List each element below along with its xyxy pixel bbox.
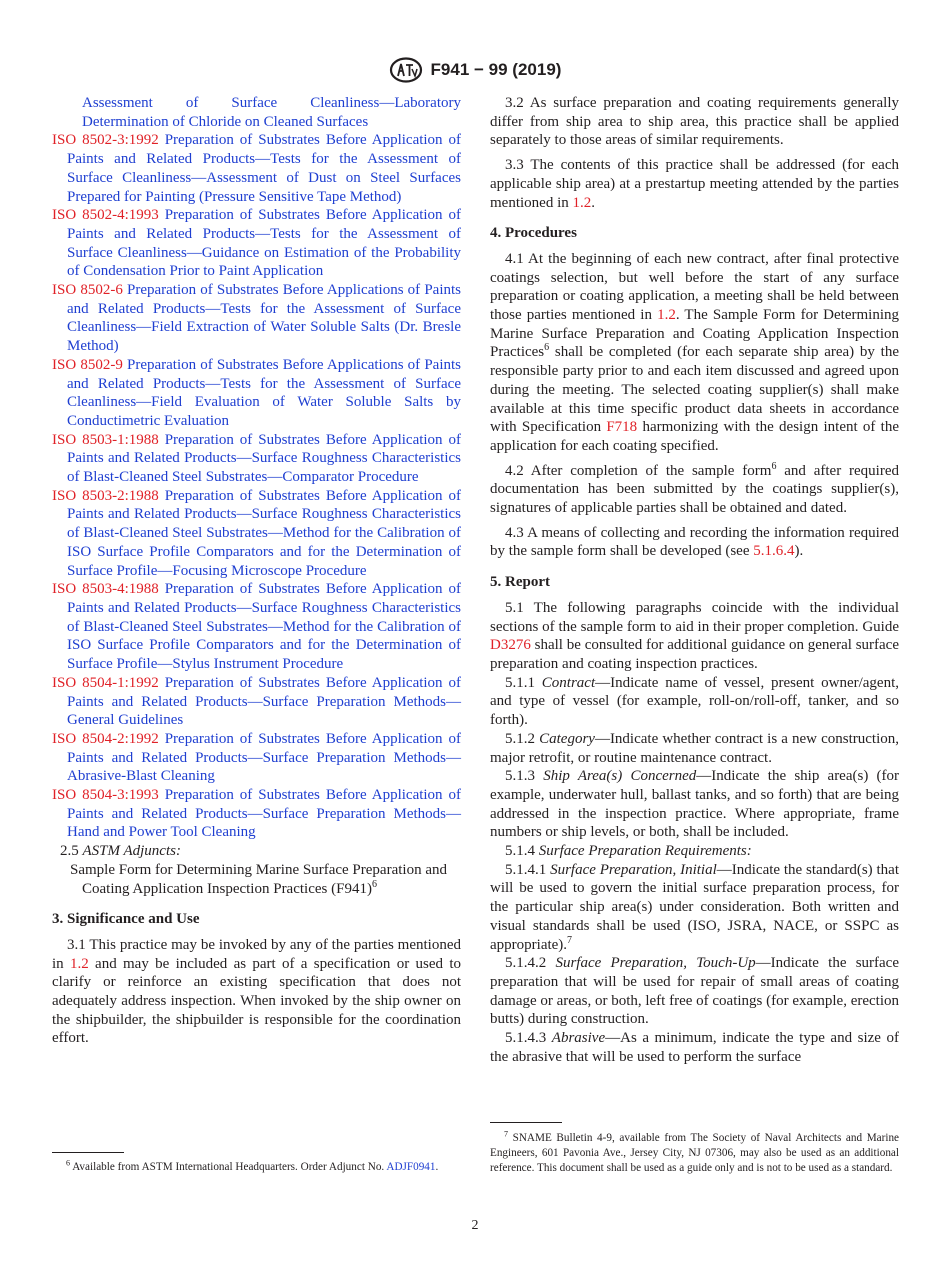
paragraph-text: 5.1 The following paragraphs coincide with the individual sections of the sample form to aid in their proper completion. Guide (490, 599, 899, 635)
paragraph-text: 4.3 A means of collecting and recording the information required by the sample form shall be developed (see (490, 524, 899, 560)
reference-code[interactable]: ISO 8504-3:1993 (52, 787, 159, 804)
section-link[interactable]: 1.2 (572, 194, 592, 211)
reference-code[interactable]: ISO 8502-4:1993 (52, 207, 159, 224)
footnote-ref: 7 (567, 934, 573, 946)
paragraph-text: shall be consulted for additional guidance on general surface preparation and coating inspection practices. (490, 637, 899, 672)
footnote-rule-right (490, 1122, 562, 1123)
paragraph-text: —Indicate the ship area(s) (for example, underwater hull, ballast tanks, and so forth) that are being addressed in the inspection practice. Where appropriate, frame numbers or ship levels, or both, shall be included. (490, 768, 900, 841)
standard-link[interactable]: F718 (606, 419, 638, 436)
standard-designation: F941 − 99 (2019) (430, 60, 562, 79)
footnote-mark: 7 (504, 1129, 508, 1139)
paragraph-term: Surface Preparation, Initial (550, 861, 717, 878)
reference-title[interactable]: Preparation of Substrates Before Application of Paints and Related Products—Surface Preparation Methods—Abrasive-Blast Cleaning (67, 730, 461, 785)
paragraph-5-1-4-3 (490, 1029, 899, 1066)
reference-code[interactable]: ISO 8502-6 (52, 282, 123, 299)
section-title: ASTM Adjuncts: (82, 843, 181, 860)
reference-code[interactable]: ISO 8503-4:1988 (52, 581, 159, 598)
section-2-5 (52, 842, 461, 861)
footnote-mark: 6 (66, 1158, 70, 1168)
paragraph-text: 4.2 After completion of the sample form (505, 462, 772, 479)
reference-code[interactable]: ISO 8504-1:1992 (52, 674, 159, 691)
reference-code[interactable]: ISO 8503-2:1988 (52, 487, 159, 504)
paragraph-number: 5.1.4 (505, 843, 539, 860)
page-header (0, 57, 950, 83)
reference-continuation: Assessment of Surface Cleanliness—Laboratory Determination of Chloride on Cleaned Surfaces (82, 95, 461, 130)
footnote-7 (490, 1131, 899, 1176)
page-number: 2 (471, 1218, 479, 1233)
paragraph-text: 3.3 The contents of this practice shall be addressed (for each applicable ship area) at a prestartup meeting attended by the parties mentioned in (490, 157, 899, 211)
paragraph-number: 5.1.2 (505, 730, 540, 747)
paragraph-text: and after required documentation has been submitted by the coatings supplier(s), signatures of applicable parties shall be obtained and dated. (490, 462, 899, 517)
paragraph-4-3 (490, 524, 899, 561)
paragraph-5-1-4-2 (490, 954, 899, 1029)
reference-item (52, 281, 461, 356)
paragraph-5-1-4-1 (490, 861, 899, 955)
paragraph-5-1-3 (490, 767, 899, 842)
reference-item (52, 580, 461, 674)
adjunct-entry (52, 861, 461, 898)
footnote-text: SNAME Bulletin 4-9, available from The Society of Naval Architects and Marine Engineers, 601 Pavonia Ave., Jersey City, NJ 07306, may also be used as an additional reference. This document shall be used as a guide only and is not to be used as a standard. (490, 1132, 900, 1174)
section-link[interactable]: 1.2 (69, 955, 89, 972)
paragraph-text: —Indicate whether contract is a new construction, major retrofit, or routine maintenance contract. (490, 730, 899, 766)
reference-title[interactable]: Preparation of Substrates Before Application of Paints and Related Products—Surface Roughness Characteristics of Blast-Cleaned Steel Substrates—Method for the Calibration of ISO Surface Profile Comparators and for the Determination of Surface Profile—Stylus Instrument Procedure (67, 581, 461, 673)
paragraph-text: . The Sample Form for Determining Marine Surface Preparation and Coating Application Inspection Practices (490, 307, 899, 361)
paragraph-term: Surface Preparation Requirements: (538, 843, 752, 860)
reference-item (52, 730, 461, 786)
paragraph-term: Surface Preparation, Touch-Up (555, 955, 756, 972)
footnote-6 (52, 1160, 461, 1175)
reference-title[interactable]: Preparation of Substrates Before Applications of Paints and Related Products—Tests for the Assessment of Surface Cleanliness—Field Evaluation of Water Soluble Salts by Conductimetric Evaluation (67, 356, 462, 429)
adjunct-link[interactable]: ADJF0941 (386, 1161, 436, 1173)
paragraph-text: shall be completed (for each separate ship area) by the responsible party prior to and each item discussed and agreed upon during the meeting. The selected coating supplier(s) shall make available at this time specific product data sheets in accordance with Specification (490, 344, 899, 436)
paragraph-number: 5.1.4.2 (505, 955, 556, 972)
paragraph-4-2 (490, 462, 899, 518)
paragraph-5-1 (490, 599, 899, 674)
reference-item (52, 674, 461, 730)
paragraph-3-1 (52, 936, 461, 1048)
reference-item (52, 487, 461, 581)
paragraph-4-1 (490, 250, 899, 456)
reference-item (52, 206, 461, 281)
reference-title[interactable]: Preparation of Substrates Before Application of Paints and Related Products—Surface Preparation Methods—Hand and Power Tool Cleaning (67, 787, 461, 841)
reference-title[interactable]: Preparation of Substrates Before Applications of Paints and Related Products—Tests for the Assessment of Surface Cleanliness—Field Extraction of Water Soluble Salts (Dr. Bresle Method) (67, 282, 462, 355)
paragraph-text: —Indicate name of vessel, present owner/agent, and type of vessel (for example, roll-on/roll-off, tanker, and so forth). (490, 674, 900, 729)
reference-title[interactable]: Preparation of Substrates Before Application of Paints and Related Products—Tests for the Assessment of Surface Cleanliness—Assessment of Dust on Steel Surfaces Prepared for Painting (Pressure Sensitive Tape Method) (67, 132, 461, 205)
astm-logo-icon (389, 57, 423, 83)
section-4-heading: 4. Procedures (490, 225, 577, 242)
reference-title[interactable]: Preparation of Substrates Before Application of Paints and Related Products—Surface Preparation Methods—General Guidelines (67, 674, 461, 729)
paragraph-3-2: 3.2 As surface preparation and coating requirements generally differ from ship area to ship area, this practice shall be applied separately to those areas of similar requirements. (490, 95, 899, 149)
paragraph-term: Contract (541, 674, 596, 691)
paragraph-number: 5.1.4.1 (505, 861, 551, 878)
section-5-heading: 5. Report (490, 574, 550, 591)
reference-item (52, 431, 461, 487)
reference-title[interactable]: Preparation of Substrates Before Application of Paints and Related Products—Surface Roughness Characteristics of Blast-Cleaned Steel Substrates—Method for the Calibration of ISO Surface Profile Comparators and for the Determination of Surface Profile—Focusing Microscope Procedure (67, 487, 461, 579)
paragraph-5-1-2 (490, 730, 899, 767)
reference-item (52, 131, 461, 206)
section-number: 2.5 (60, 843, 79, 860)
reference-code[interactable]: ISO 8503-1:1988 (52, 431, 159, 448)
paragraph-term: Abrasive (551, 1030, 606, 1047)
paragraph-number: 5.1.1 (505, 674, 542, 691)
paragraph-text: —Indicate the standard(s) that will be used to govern the initial surface preparation process, for the particular ship area(s) under consideration. Both written and visual standards shall be used (ISO, JSRA, NACE, or SSPC as appropriate). (490, 861, 899, 953)
paragraph-text: —Indicate the surface preparation that will be used for repair of small areas of coating damage or areas, or both, left free of coatings (for example, erection butts) during construction. (490, 955, 899, 1028)
footnote-text: Available from ASTM International Headquarters. Order Adjunct No. (72, 1161, 387, 1173)
paragraph-text: 3.1 This practice may be invoked by any of the parties mentioned in (52, 936, 461, 972)
paragraph-text: —As a minimum, indicate the type and size of the abrasive that will be used to perform the surface (490, 1030, 900, 1065)
paragraph-text: . (591, 194, 595, 211)
reference-title[interactable]: Preparation of Substrates Before Application of Paints and Related Products—Surface Roughness Characteristics of Blast-Cleaned Steel Substrates—Comparator Procedure (67, 431, 461, 486)
right-column (490, 94, 899, 1066)
paragraph-text: harmonizing with the design intent of the application for each coating specified. (490, 419, 899, 454)
paragraph-number: 5.1.3 (505, 768, 544, 785)
paragraph-number: 5.1.4.3 (505, 1030, 552, 1047)
footnote-rule-left (52, 1152, 124, 1153)
footnote-ref: 6 (544, 342, 550, 354)
footnote-ref: 6 (771, 460, 777, 472)
standard-link[interactable]: D3276 (490, 637, 531, 654)
paragraph-term: Category (539, 730, 595, 747)
paragraph-term: Ship Area(s) Concerned (543, 768, 697, 785)
reference-code[interactable]: ISO 8504-2:1992 (52, 730, 159, 747)
section-link[interactable]: 5.1.6.4 (753, 543, 795, 560)
paragraph-5-1-1 (490, 674, 899, 730)
reference-item (52, 786, 461, 842)
reference-code[interactable]: ISO 8502-3:1992 (52, 132, 159, 149)
left-column (52, 94, 461, 1048)
paragraph-3-3 (490, 156, 899, 212)
reference-item (52, 356, 461, 431)
footnote-ref: 6 (371, 878, 377, 890)
paragraph-5-1-4 (490, 842, 899, 861)
section-3-heading: 3. Significance and Use (52, 911, 200, 928)
footnote-text: . (435, 1161, 439, 1173)
reference-title[interactable]: Preparation of Substrates Before Application of Paints and Related Products—Tests for the Assessment of Surface Cleanliness—Guidance on Estimation of the Probability of Condensation Prior to Paint Application (67, 207, 461, 280)
adjunct-text: Sample Form for Determining Marine Surface Preparation and Coating Application Inspection Practices (F941) (70, 861, 447, 897)
section-link[interactable]: 1.2 (657, 307, 676, 324)
reference-code[interactable]: ISO 8502-9 (52, 356, 123, 373)
paragraph-text: and may be included as part of a specification or used to clarify or reinforce an existing specification that does not adequately address inspection. When invoked by the ship owner on the shipbuilder, the shipbuilder is responsible for the coordination effort. (52, 955, 461, 1047)
paragraph-text: 4.1 At the beginning of each new contract, after final protective coatings selection, but well before the start of any surface preparation or coating application, a meeting shall be held between those parties mentioned in (490, 250, 899, 324)
paragraph-text: ). (794, 543, 804, 560)
